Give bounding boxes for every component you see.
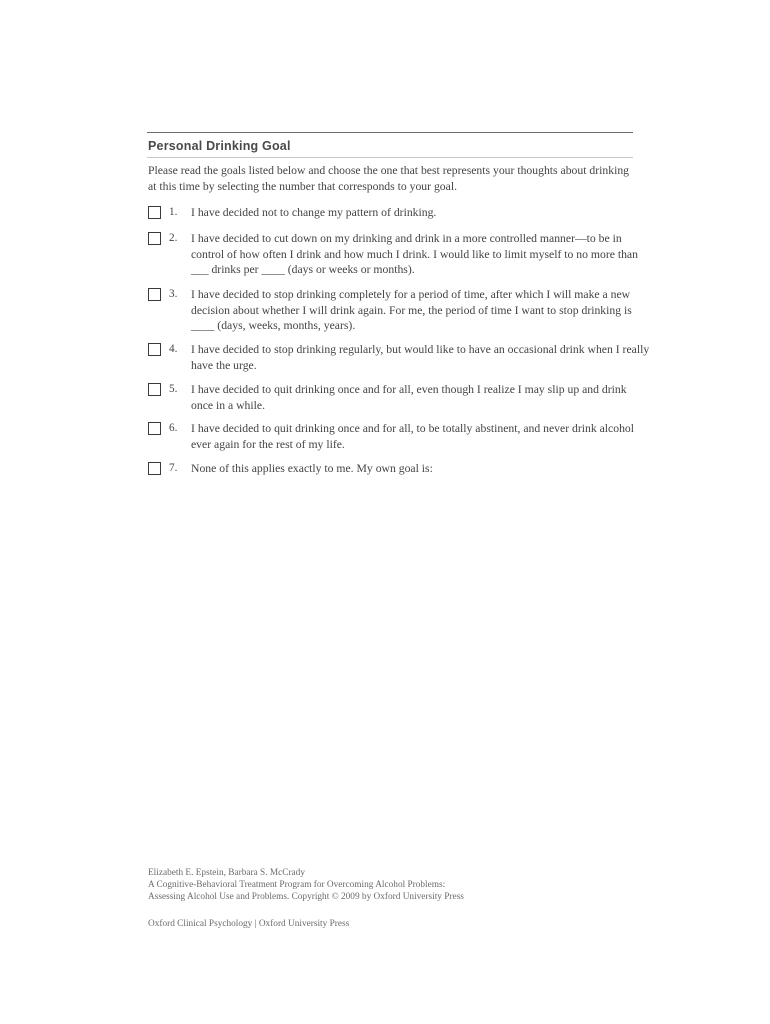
goal-4-number: 4. (169, 343, 178, 355)
goal-6-number: 6. (169, 422, 178, 434)
goal-5-number: 5. (169, 383, 178, 395)
footer-book-title-line-1: A Cognitive-Behavioral Treatment Program for Overcoming Alcohol Problems: (148, 880, 446, 891)
goal-2-checkbox[interactable] (148, 232, 161, 245)
goal-option-7 (148, 461, 658, 477)
footer-book-title-line-2: Assessing Alcohol Use and Problems. Copyright © 2009 by Oxford University Press (148, 892, 464, 903)
goal-option-6 (148, 421, 658, 452)
goal-5-checkbox[interactable] (148, 383, 161, 396)
goal-6-text: I have decided to quit drinking once and for all, to be totally abstinent, and never drink alcohol ever again for the rest of my life. (191, 422, 635, 451)
goal-option-4 (148, 342, 658, 373)
goal-5-text: I have decided to quit drinking once and for all, even though I realize I may slip up and drink once in a while. (191, 383, 627, 412)
goal-7-text: None of this applies exactly to me. My own goal is: (191, 462, 433, 475)
goal-7-number: 7. (169, 462, 178, 474)
goal-4-checkbox[interactable] (148, 343, 161, 356)
title-divider (147, 157, 633, 158)
goal-2-text: I have decided to cut down on my drinking and drink in a more controlled manner—to be in control of how often I drink and how much I drink. I would like to limit myself to no more than ___ drinks per ____ (days or weeks or months). (191, 232, 638, 276)
goal-2-number: 2. (169, 232, 178, 244)
goal-1-checkbox[interactable] (148, 206, 161, 219)
citation-footer (148, 867, 628, 930)
goal-3-checkbox[interactable] (148, 288, 161, 301)
footer-publisher: Oxford Clinical Psychology | Oxford University Press (148, 918, 350, 929)
goal-6-checkbox[interactable] (148, 422, 161, 435)
goal-option-1 (148, 205, 658, 221)
goal-option-3 (148, 287, 658, 334)
goal-1-text: I have decided not to change my pattern of drinking. (191, 206, 437, 219)
page-title: Personal Drinking Goal (148, 139, 291, 153)
goal-option-2 (148, 231, 658, 278)
goal-3-number: 3. (169, 288, 178, 300)
goal-4-text: I have decided to stop drinking regularly, but would like to have an occasional drink when I really have the urge. (191, 343, 650, 372)
footer-authors: Elizabeth E. Epstein, Barbara S. McCrady (148, 868, 305, 878)
instructions-text: Please read the goals listed below and choose the one that best represents your thoughts about drinking at this time by selecting the number that corresponds to your goal. (148, 164, 630, 193)
goal-7-checkbox[interactable] (148, 462, 161, 475)
goal-3-text: I have decided to stop drinking completely for a period of time, after which I will make a new decision about whether I will drink again. For me, the period of time I want to stop drinking is ____ (days, weeks, months, years). (191, 288, 632, 332)
top-rule (147, 132, 633, 133)
goal-1-number: 1. (169, 206, 178, 218)
goal-option-5 (148, 382, 658, 413)
